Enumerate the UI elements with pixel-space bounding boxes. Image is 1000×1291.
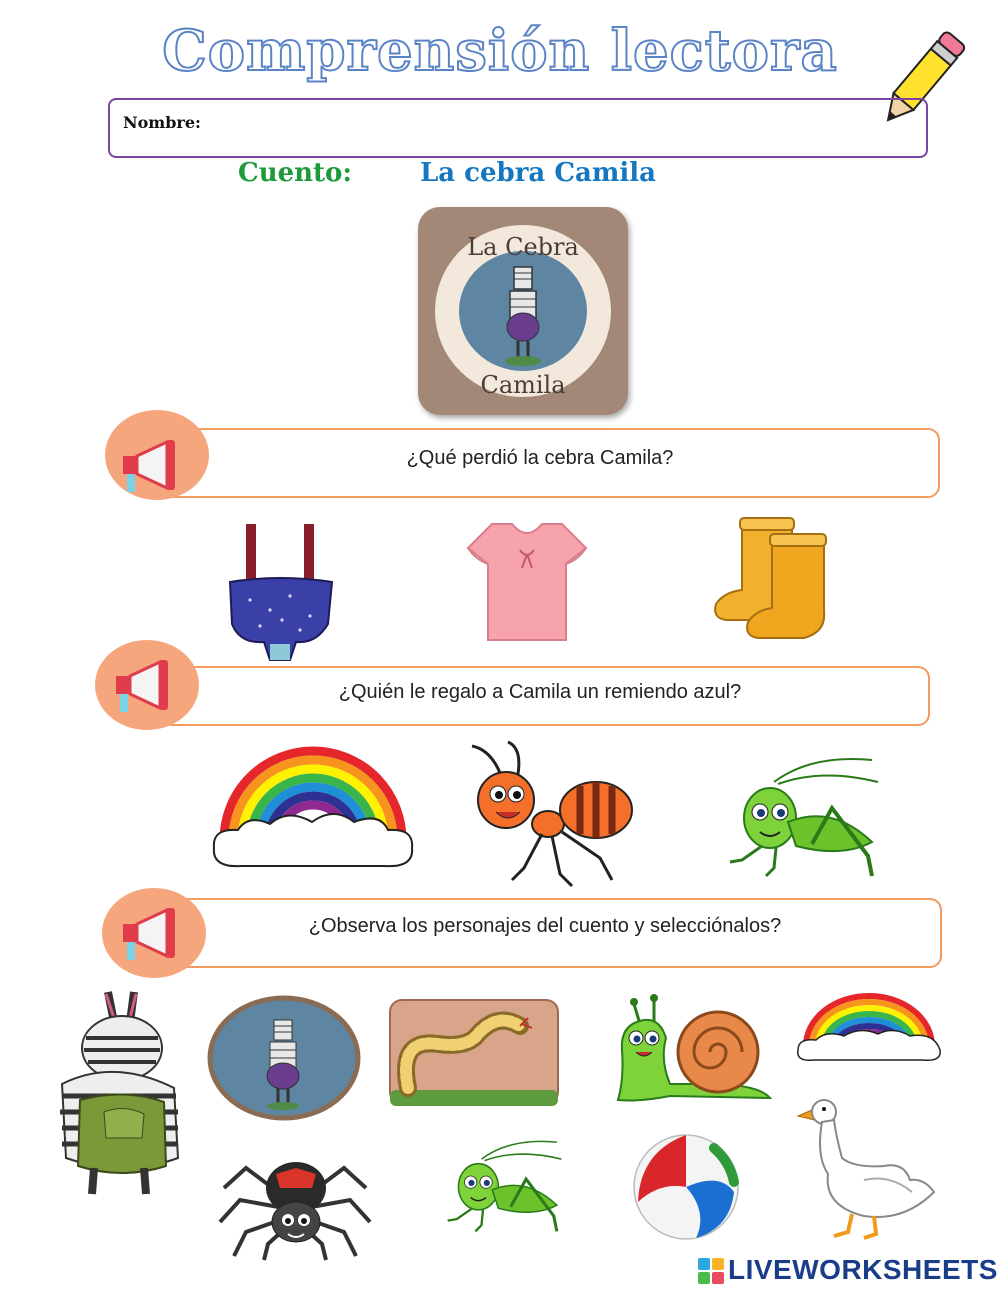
story-cover-image: [418, 207, 628, 415]
overalls-image[interactable]: [220, 520, 340, 660]
question-text-2: ¿Quién le regalo a Camila un remiendo azul?: [338, 681, 742, 703]
question-text-3: ¿Observa los personajes del cuento y selecciónalos?: [308, 915, 782, 937]
question-text-1: ¿Qué perdió la cebra Camila?: [406, 447, 674, 469]
zebra-cover-image[interactable]: [208, 996, 360, 1120]
grasshopper-image[interactable]: [438, 1136, 568, 1236]
boots-image[interactable]: [706, 516, 836, 640]
name-box: [108, 98, 928, 158]
brand-name: LIVEWORKSHEETS: [728, 1254, 998, 1285]
liveworksheets-logo-icon: [697, 1257, 725, 1285]
rainbow-image[interactable]: [794, 988, 944, 1062]
worm-image[interactable]: [388, 998, 560, 1110]
cover-title-top: La Cebra: [467, 233, 579, 261]
snail-image[interactable]: [610, 990, 780, 1110]
page-title: Comprensión lectora: [162, 18, 838, 84]
spider-image[interactable]: [216, 1148, 374, 1260]
story-title: La cebra Camila: [420, 158, 656, 188]
grasshopper-image[interactable]: [722, 752, 882, 882]
shirt-image[interactable]: [462, 520, 592, 644]
ant-image[interactable]: [462, 740, 642, 890]
cover-title-bottom: Camila: [480, 371, 566, 399]
rainbow-image[interactable]: [208, 740, 418, 870]
ball-image[interactable]: [630, 1132, 742, 1242]
zebra-image[interactable]: [44, 988, 184, 1200]
story-label: Cuento:: [238, 158, 352, 188]
goose-image[interactable]: [794, 1096, 942, 1242]
name-label: Nombre:: [123, 113, 201, 132]
